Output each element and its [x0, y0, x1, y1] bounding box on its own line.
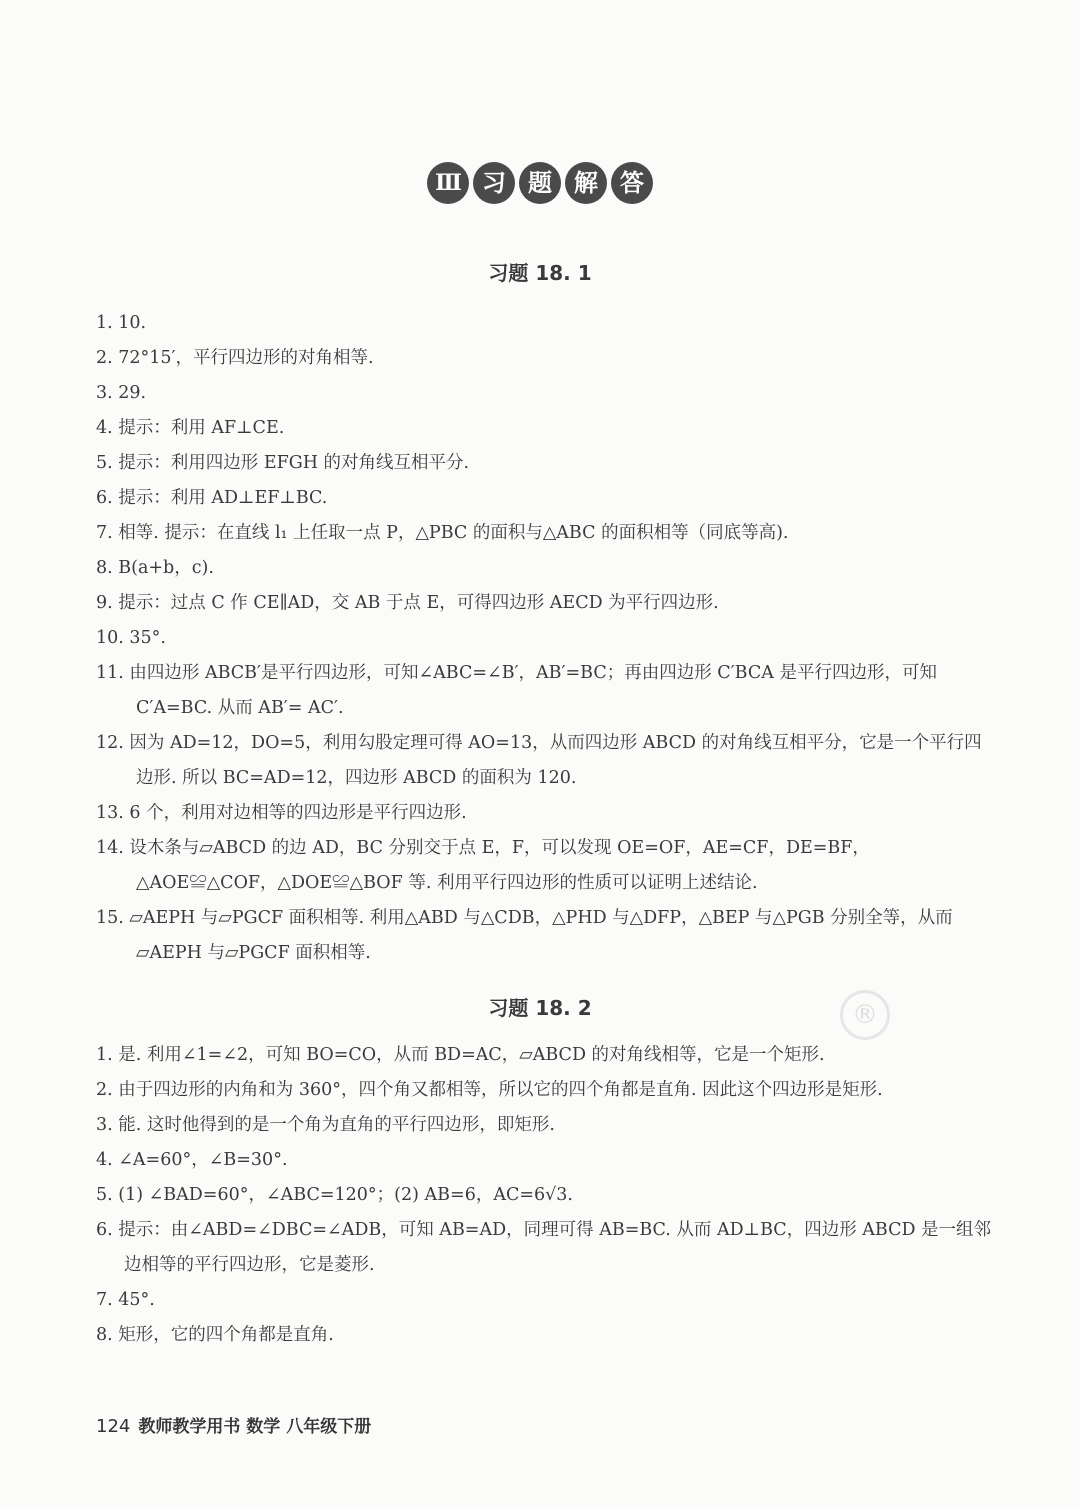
answer-item: 3. 能. 这时他得到的是一个角为直角的平行四边形，即矩形. [96, 1115, 555, 1135]
answer-item: 1. 是. 利用∠1=∠2，可知 BO=CO，从而 BD=AC，▱ABCD 的对角线相等，它是一个矩形. [96, 1045, 825, 1065]
answer-item: 2. 72°15′，平行四边形的对角相等. [96, 348, 374, 368]
answer-item: 11. 由四边形 ABCB′是平行四边形，可知∠ABC=∠B′，AB′=BC；再由四边形 C′BCA 是平行四边形，可知 C′A=BC. 从而 AB′= AC′. [96, 663, 937, 718]
book-title: 教师教学用书 数学 八年级下册 [138, 1417, 372, 1437]
answer-item: 10. 35°. [96, 628, 166, 648]
answer-item: 14. 设木条与▱ABCD 的边 AD，BC 分别交于点 E，F，可以发现 OE=OF，AE=CF，DE=BF，△AOE≌△COF，△DOE≌△BOF 等. 利用平行四边形的性质可以证明上述结论. [96, 838, 870, 893]
answer-item: 7. 相等. 提示：在直线 l₁ 上任取一点 P，△PBC 的面积与△ABC 的面积相等（同底等高). [96, 523, 789, 543]
answer-item: 12. 因为 AD=12，DO=5，利用勾股定理可得 AO=13，从而四边形 ABCD 的对角线互相平分，它是一个平行四边形. 所以 BC=AD=12，四边形 ABCD 的面积为 120. [96, 733, 982, 788]
answer-item: 7. 45°. [96, 1290, 155, 1310]
answer-item: 4. ∠A=60°，∠B=30°. [96, 1150, 288, 1170]
answer-item: 2. 由于四边形的内角和为 360°，四个角又都相等，所以它的四个角都是直角. 因此这个四边形是矩形. [96, 1080, 883, 1100]
answer-item: 5. 提示：利用四边形 EFGH 的对角线互相平分. [96, 453, 470, 473]
banner-char: Ⅲ [427, 162, 469, 204]
answer-item: 3. 29. [96, 383, 147, 403]
answer-item: 13. 6 个，利用对边相等的四边形是平行四边形. [96, 803, 467, 823]
answer-item: 6. 提示：由∠ABD=∠DBC=∠ADB，可知 AB=AD，同理可得 AB=BC. 从而 AD⊥BC，四边形 ABCD 是一组邻边相等的平行四边形，它是菱形. [96, 1220, 992, 1275]
watermark-registered-icon: ® [840, 990, 890, 1040]
answer-list-18-2 [96, 1038, 996, 1353]
answer-item: 1. 10. [96, 313, 147, 333]
answer-item: 5. (1) ∠BAD=60°，∠ABC=120°；(2) AB=6，AC=6√3. [96, 1185, 573, 1205]
answer-item: 6. 提示：利用 AD⊥EF⊥BC. [96, 488, 328, 508]
answer-item: 8. 矩形，它的四个角都是直角. [96, 1325, 334, 1345]
page-number: 124 [96, 1416, 131, 1437]
banner-char: 答 [611, 162, 653, 204]
section-title-18-2: 习题 18. 2 [488, 996, 592, 1020]
answer-item: 15. ▱AEPH 与▱PGCF 面积相等. 利用△ABD 与△CDB，△PHD 与△DFP，△BEP 与△PGB 分别全等，从而▱AEPH 与▱PGCF 面积相等. [96, 908, 953, 963]
banner-char: 解 [565, 162, 607, 204]
answer-item: 9. 提示：过点 C 作 CE∥AD，交 AB 于点 E，可得四边形 AECD 为平行四边形. [96, 593, 719, 613]
section-title-18-1: 习题 18. 1 [488, 261, 592, 285]
answer-list-18-1 [96, 306, 996, 971]
answer-item: 8. B(a+b，c). [96, 558, 214, 578]
page-footer [96, 1412, 371, 1437]
banner-char: 习 [473, 162, 515, 204]
banner-char: 题 [519, 162, 561, 204]
chapter-banner [0, 162, 1080, 204]
answer-item: 4. 提示：利用 AF⊥CE. [96, 418, 285, 438]
